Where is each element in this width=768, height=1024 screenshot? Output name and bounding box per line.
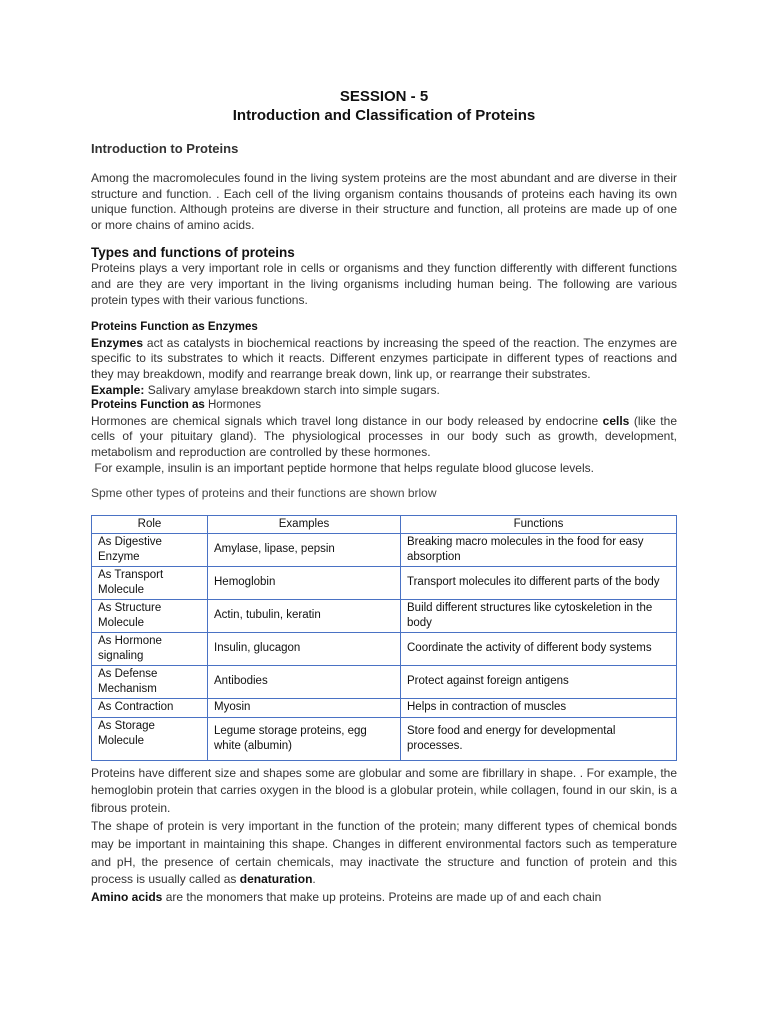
amino-acids-paragraph xyxy=(91,889,677,907)
table-row xyxy=(92,599,677,632)
cell-functions: Build different structures like cytoskeletion in the body xyxy=(401,599,677,632)
cell-examples: Amylase, lipase, pepsin xyxy=(208,533,401,566)
cell-role: As Storage Molecule xyxy=(92,717,208,760)
table-header-row xyxy=(92,515,677,533)
cell-role: As Contraction xyxy=(92,698,208,717)
shape-text-a: The shape of protein is very important in the function of the protein; many different types of chemical bonds may be important in maintaining this shape. Changes in different environmental factors such as temperature and pH, the presence of certain chemicals, may inactivate the structure and function of protein and this process is usually called as xyxy=(91,819,677,887)
shape-paragraph: Proteins have different size and shapes some are globular and some are fibrillary in shape. . For example, the hemoglobin protein that carries oxygen in the blood is a globular protein, while collagen, found in our skin, is a fibrous protein. xyxy=(91,765,677,816)
table-row xyxy=(92,533,677,566)
header-role: Role xyxy=(92,515,208,533)
cell-functions: Protect against foreign antigens xyxy=(401,665,677,698)
hormones-heading xyxy=(91,398,677,414)
cells-term: cells xyxy=(602,413,630,428)
hormones-text-a: Hormones are chemical signals which travel long distance in our body released by endocrine xyxy=(91,413,603,428)
enzymes-heading: Proteins Function as Enzymes xyxy=(91,321,258,334)
shape-text-b: . xyxy=(312,872,316,887)
hormones-text-b: (like the cells of your pituitary gland). The physiological processes in our body such as growth, development, metabolism and reproduction are controlled by these hormones. xyxy=(91,413,677,459)
cell-examples: Antibodies xyxy=(208,665,401,698)
amino-acids-text: are the monomers that make up proteins. Proteins are made up of and each chain xyxy=(162,890,602,905)
enzymes-text: act as catalysts in biochemical reactions by increasing the speed of the reaction. The enzymes are specific to its substrates to which it reacts. Different enzymes participate in different types of reactions and they may breakdown, modify and rearrange break down, link up, or rearrange their substrates. xyxy=(91,335,677,381)
cell-examples: Legume storage proteins, egg white (albumin) xyxy=(208,717,401,760)
cell-role: As Digestive Enzyme xyxy=(92,533,208,566)
types-heading: Types and functions of proteins xyxy=(91,245,295,261)
intro-heading: Introduction to Proteins xyxy=(91,141,239,156)
protein-types-table xyxy=(91,515,677,761)
cell-role: As Structure Molecule xyxy=(92,599,208,632)
hormones-example: For example, insulin is an important peptide hormone that helps regulate blood glucose levels. xyxy=(91,460,594,475)
hormones-heading-word: Hormones xyxy=(207,399,261,412)
cell-functions: Breaking macro molecules in the food for easy absorption xyxy=(401,533,677,566)
cell-functions: Coordinate the activity of different body systems xyxy=(401,632,677,665)
cell-functions: Helps in contraction of muscles xyxy=(401,698,677,717)
hormones-paragraph xyxy=(91,414,677,461)
enzymes-paragraph xyxy=(91,336,677,383)
cell-functions: Store food and energy for developmental processes. xyxy=(401,717,677,760)
enzymes-example xyxy=(91,383,677,399)
example-label: Example: xyxy=(91,382,145,397)
types-paragraph: Proteins plays a very important role in cells or organisms and they function differently with different functions and are they are very important in the living organisms including human being. The following are various protein types with their various functions. xyxy=(91,261,677,307)
denaturation-paragraph xyxy=(91,818,677,889)
enzymes-term: Enzymes xyxy=(91,335,144,350)
table-intro: Spme other types of proteins and their functions are shown brlow xyxy=(91,486,437,501)
cell-examples: Myosin xyxy=(208,698,401,717)
cell-role: As Defense Mechanism xyxy=(92,665,208,698)
page-title: Introduction and Classification of Proteins xyxy=(232,107,536,124)
table-row xyxy=(92,698,677,717)
cell-role: As Hormone signaling xyxy=(92,632,208,665)
table-row xyxy=(92,665,677,698)
denaturation-term: denaturation xyxy=(239,872,313,887)
table-row xyxy=(92,632,677,665)
intro-paragraph: Among the macromolecules found in the living system proteins are the most abundant and are diverse in their structure and function. . Each cell of the living organism contains thousands of proteins each having its own unique function. Although proteins are diverse in their structure and function, all proteins are made up of one or more chains of amino acids. xyxy=(91,171,677,232)
amino-acids-term: Amino acids xyxy=(91,890,163,905)
document-page xyxy=(91,88,677,907)
cell-functions: Transport molecules ito different parts of the body xyxy=(401,566,677,599)
cell-examples: Hemoglobin xyxy=(208,566,401,599)
table-row xyxy=(92,717,677,760)
header-functions: Functions xyxy=(401,515,677,533)
example-text: Salivary amylase breakdown starch into simple sugars. xyxy=(144,382,440,397)
cell-examples: Insulin, glucagon xyxy=(208,632,401,665)
cell-role: As Transport Molecule xyxy=(92,566,208,599)
header-examples: Examples xyxy=(208,515,401,533)
table-row xyxy=(92,566,677,599)
cell-examples: Actin, tubulin, keratin xyxy=(208,599,401,632)
session-label: SESSION - 5 xyxy=(339,88,429,105)
hormones-heading-prefix: Proteins Function as xyxy=(91,399,208,412)
